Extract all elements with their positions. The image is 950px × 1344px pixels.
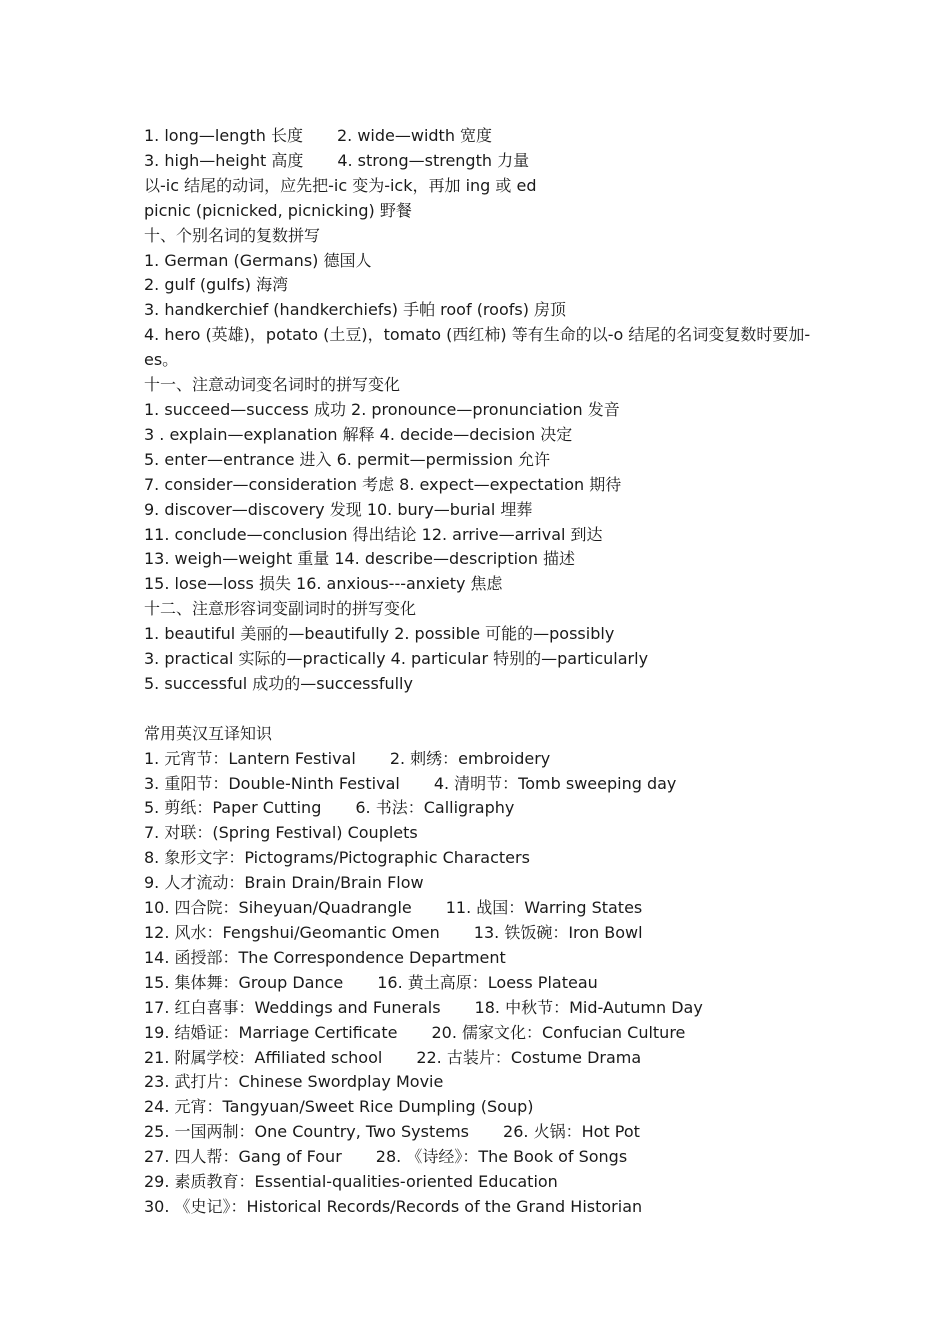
text-line <box>144 149 824 174</box>
text-line: 5. enter—entrance 进入 6. permit—permission 允许 <box>144 449 551 469</box>
text-line <box>144 996 824 1021</box>
text-line: 23. 武打片：Chinese Swordplay Movie <box>144 1072 444 1092</box>
text-line <box>144 1145 824 1170</box>
entry: 4. 清明节：Tomb sweeping day <box>433 773 677 793</box>
entry: 1. 元宵节：Lantern Festival <box>144 748 356 768</box>
text-line: 1. German (Germans) 德国人 <box>144 250 372 270</box>
text-line: 24. 元宵：Tangyuan/Sweet Rice Dumpling (Soup) <box>144 1097 534 1117</box>
text-line: 3. handkerchief (handkerchiefs) 手帕 roof (roofs) 房顶 <box>144 300 567 320</box>
entry: 4. strong—strength 力量 <box>337 150 530 170</box>
entry: 26. 火锅：Hot Pot <box>503 1122 640 1142</box>
entry: 2. wide—width 宽度 <box>336 126 493 145</box>
text-line <box>144 747 824 772</box>
entry: 15. 集体舞：Group Dance <box>144 972 344 992</box>
entry: 10. 四合院：Siheyuan/Quadrangle <box>144 898 412 918</box>
text-line: 29. 素质教育：Essential-qualities-oriented Education <box>144 1172 558 1192</box>
text-line: 3 . explain—explanation 解释 4. decide—decision 决定 <box>144 424 573 444</box>
text-line: 13. weigh—weight 重量 14. describe—description 描述 <box>144 549 576 569</box>
text-line: 30. 《史记》：Historical Records/Records of the Grand Historian <box>144 1196 643 1216</box>
text-line <box>144 1046 824 1071</box>
text-line: 14. 函授部：The Correspondence Department <box>144 947 506 967</box>
text-line <box>144 1120 824 1145</box>
entry: 28. 《诗经》：The Book of Songs <box>375 1147 628 1167</box>
entry: 22. 古装片：Costume Drama <box>416 1047 642 1067</box>
entry: 20. 儒家文化：Confucian Culture <box>431 1022 686 1042</box>
entry: 18. 中秋节：Mid-Autumn Day <box>474 997 703 1017</box>
text-line: 以-ic 结尾的动词，应先把-ic 变为-ick，再加 ing 或 ed <box>144 175 537 195</box>
text-line: 9. discover—discovery 发现 10. bury—burial 埋葬 <box>144 499 533 519</box>
entry: 2. 刺绣：embroidery <box>389 748 551 768</box>
entry: 3. high—height 高度 <box>144 150 304 170</box>
text-line: 5. successful 成功的—successfully <box>144 673 413 693</box>
entry: 6. 书法：Calligraphy <box>355 798 515 818</box>
text-line: 8. 象形文字：Pictograms/Pictographic Characters <box>144 848 530 868</box>
text-line: 4. hero (英雄)，potato (土豆)，tomato (西红柿) 等有生命的以-o 结尾的名词变复数时要加-es。 <box>144 325 811 370</box>
entry: 19. 结婚证：Marriage Certificate <box>144 1022 398 1042</box>
text-line: 11. conclude—conclusion 得出结论 12. arrive—arrival 到达 <box>144 524 603 544</box>
document-body <box>144 124 824 1220</box>
section-heading: 常用英汉互译知识 <box>144 723 273 743</box>
blank-line <box>144 697 824 722</box>
text-line: 7. consider—consideration 考虑 8. expect—expectation 期待 <box>144 474 622 494</box>
text-line: 1. beautiful 美丽的—beautifully 2. possible 可能的—possibly <box>144 624 615 644</box>
text-line: 1. succeed—success 成功 2. pronounce—pronunciation 发音 <box>144 399 620 419</box>
text-line: 9. 人才流动：Brain Drain/Brain Flow <box>144 873 424 893</box>
text-line: 3. practical 实际的—practically 4. particular 特别的—particularly <box>144 649 649 669</box>
text-line <box>144 921 824 946</box>
entry: 16. 黄土高原：Loess Plateau <box>377 972 598 992</box>
entry: 1. long—length 长度 <box>144 126 303 145</box>
text-line <box>144 124 824 149</box>
entry: 25. 一国两制：One Country, Two Systems <box>144 1122 470 1142</box>
text-line: 15. lose—loss 损失 16. anxious---anxiety 焦虑 <box>144 574 503 594</box>
entry: 13. 铁饭碗：Iron Bowl <box>473 922 643 942</box>
text-line <box>144 971 824 996</box>
section-heading: 十、个别名词的复数拼写 <box>144 225 321 245</box>
entry: 17. 红白喜事：Weddings and Funerals <box>144 997 441 1017</box>
text-line <box>144 772 824 797</box>
text-line <box>144 796 824 821</box>
text-line: 7. 对联：(Spring Festival) Couplets <box>144 823 418 843</box>
text-line <box>144 1021 824 1046</box>
entry: 3. 重阳节：Double-Ninth Festival <box>144 773 400 793</box>
entry: 11. 战国：Warring States <box>445 898 643 918</box>
entry: 5. 剪纸：Paper Cutting <box>144 798 322 818</box>
entry: 27. 四人帮：Gang of Four <box>144 1147 342 1167</box>
entry: 21. 附属学校：Affiliated school <box>144 1047 383 1067</box>
text-line <box>144 896 824 921</box>
entry: 12. 风水：Fengshui/Geomantic Omen <box>144 922 440 942</box>
section-heading: 十二、注意形容词变副词时的拼写变化 <box>144 599 417 619</box>
text-line: picnic (picnicked, picnicking) 野餐 <box>144 200 412 220</box>
section-heading: 十一、注意动词变名词时的拼写变化 <box>144 375 401 395</box>
text-line: 2. gulf (gulfs) 海湾 <box>144 275 289 295</box>
